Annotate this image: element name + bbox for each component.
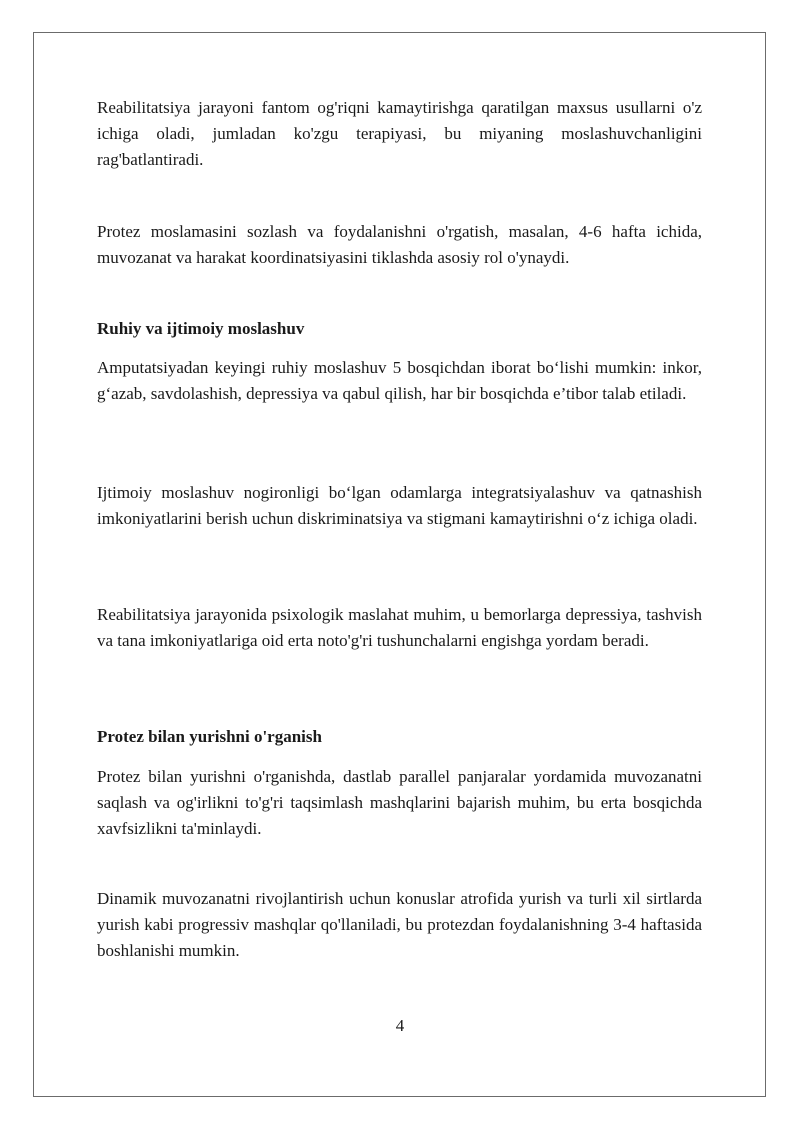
- paragraph-prosthesis-fitting: Protez moslamasini sozlash va foydalanishni o'rgatish, masalan, 4-6 hafta ichida, muvozanat va harakat koordinatsiyasini tiklashda asosiy rol o'ynaydi.: [97, 222, 702, 267]
- heading-psychosocial-adaptation: Ruhiy va ijtimoiy moslashuv: [97, 319, 305, 338]
- paragraph-adaptation-stages: Amputatsiyadan keyingi ruhiy moslashuv 5 bosqichdan iborat bo‘lishi mumkin: inkor, g‘azab, savdolashish, depressiya va qabul qilish, har bir bosqichda e’tibor talab etiladi.: [97, 358, 702, 403]
- paragraph-social-adaptation: Ijtimoiy moslashuv nogironligi bo‘lgan odamlarga integratsiyalashuv va qatnashish imkoniyatlarini berish uchun diskriminatsiya va stigmani kamaytirishni o‘z ichiga oladi.: [97, 483, 702, 528]
- heading-prosthetic-walking: Protez bilan yurishni o'rganish: [97, 727, 322, 746]
- paragraph-phantom-pain: Reabilitatsiya jarayoni fantom og'riqni kamaytirishga qaratilgan maxsus usullarni o'z ichiga oladi, jumladan ko'zgu terapiyasi, bu miyaning moslashuvchanligini rag'batlantiradi.: [97, 98, 702, 169]
- paragraph-dynamic-balance: Dinamik muvozanatni rivojlantirish uchun konuslar atrofida yurish va turli xil sirtlarda yurish kabi progressiv mashqlar qo'llaniladi, bu protezdan foydalanishning 3-4 haftasida boshlanishi mumkin.: [97, 889, 702, 960]
- page-number: 4: [395, 1016, 405, 1035]
- paragraph-psychological-counseling: Reabilitatsiya jarayonida psixologik maslahat muhim, u bemorlarga depressiya, tashvish va tana imkoniyatlariga oid erta noto'g'ri tushunchalarni engishga yordam beradi.: [97, 605, 702, 650]
- paragraph-parallel-bars: Protez bilan yurishni o'rganishda, dastlab parallel panjaralar yordamida muvozanatni saqlash va og'irlikni to'g'ri taqsimlash mashqlarini bajarish muhim, bu erta bosqichda xavfsizlikni ta'minlaydi.: [97, 767, 702, 838]
